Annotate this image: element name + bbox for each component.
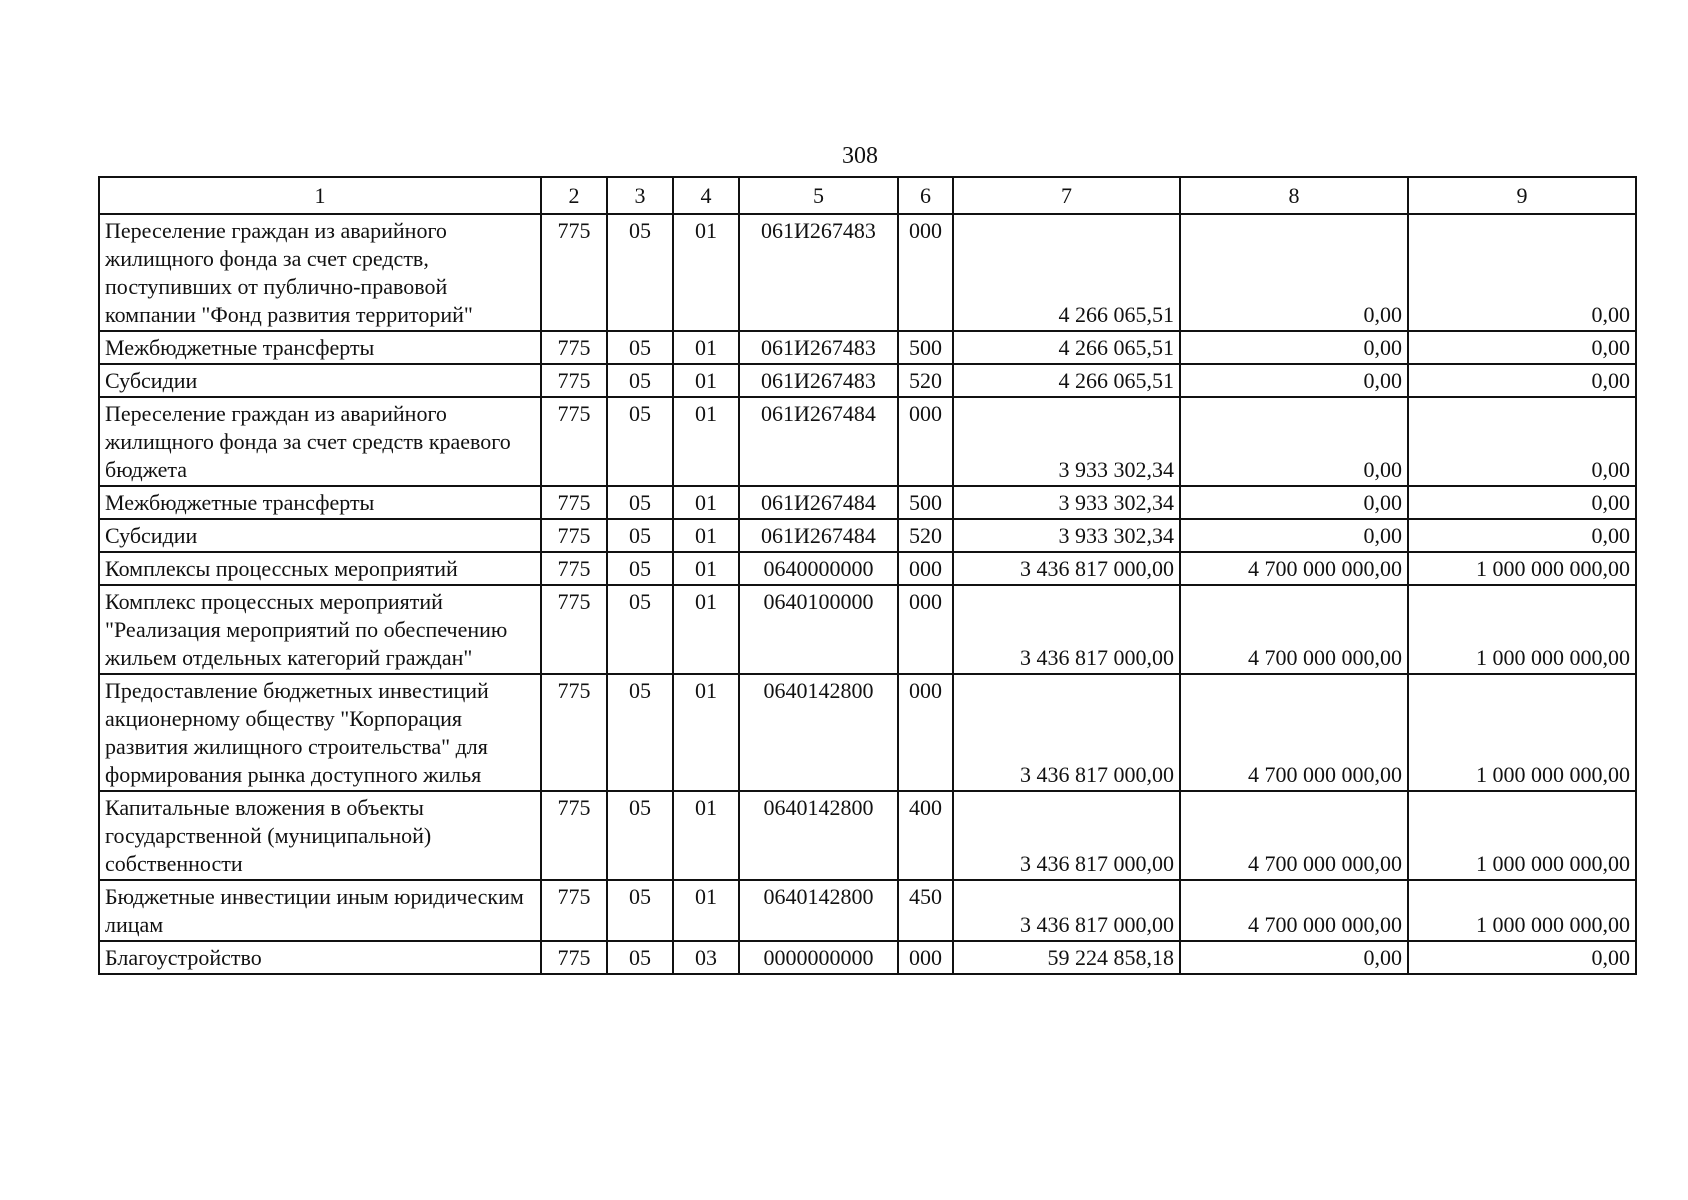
code-expense-type: 450 [898, 880, 953, 941]
row-name: Переселение граждан из аварийного жилищного фонда за счет средств, поступивших от публично-правовой компании "Фонд развития территорий" [99, 214, 541, 331]
code-subsection: 01 [673, 585, 739, 674]
table-row [99, 880, 1636, 941]
code-subsection: 01 [673, 791, 739, 880]
amount-col7: 3 933 302,34 [953, 486, 1180, 519]
amount-col8: 0,00 [1180, 364, 1408, 397]
code-section: 05 [607, 791, 673, 880]
code-target-article: 0000000000 [739, 941, 898, 974]
column-header: 8 [1180, 177, 1408, 214]
table-row [99, 674, 1636, 791]
amount-col9: 0,00 [1408, 486, 1636, 519]
amount-col7: 3 436 817 000,00 [953, 585, 1180, 674]
row-name: Бюджетные инвестиции иным юридическим лицам [99, 880, 541, 941]
amount-col9: 0,00 [1408, 364, 1636, 397]
code-section: 05 [607, 941, 673, 974]
row-name: Предоставление бюджетных инвестиций акционерному обществу "Корпорация развития жилищного строительства" для формирования рынка доступного жилья [99, 674, 541, 791]
code-admin: 775 [541, 791, 607, 880]
row-name: Благоустройство [99, 941, 541, 974]
amount-col8: 0,00 [1180, 941, 1408, 974]
amount-col7: 59 224 858,18 [953, 941, 1180, 974]
table-row [99, 331, 1636, 364]
amount-col9: 1 000 000 000,00 [1408, 585, 1636, 674]
code-section: 05 [607, 331, 673, 364]
code-section: 05 [607, 880, 673, 941]
amount-col7: 3 933 302,34 [953, 519, 1180, 552]
code-admin: 775 [541, 674, 607, 791]
amount-col7: 3 436 817 000,00 [953, 552, 1180, 585]
amount-col7: 3 436 817 000,00 [953, 880, 1180, 941]
code-section: 05 [607, 552, 673, 585]
code-admin: 775 [541, 397, 607, 486]
table-row [99, 941, 1636, 974]
amount-col7: 4 266 065,51 [953, 331, 1180, 364]
code-section: 05 [607, 674, 673, 791]
code-expense-type: 520 [898, 519, 953, 552]
code-admin: 775 [541, 585, 607, 674]
column-number-row [99, 177, 1636, 214]
row-name: Субсидии [99, 364, 541, 397]
row-name: Переселение граждан из аварийного жилищного фонда за счет средств краевого бюджета [99, 397, 541, 486]
code-expense-type: 000 [898, 674, 953, 791]
table-row [99, 585, 1636, 674]
code-expense-type: 000 [898, 214, 953, 331]
column-header: 7 [953, 177, 1180, 214]
table-row [99, 397, 1636, 486]
amount-col8: 4 700 000 000,00 [1180, 880, 1408, 941]
table-row [99, 364, 1636, 397]
code-subsection: 01 [673, 519, 739, 552]
table-row [99, 552, 1636, 585]
code-admin: 775 [541, 486, 607, 519]
code-expense-type: 000 [898, 585, 953, 674]
row-name: Капитальные вложения в объекты государственной (муниципальной) собственности [99, 791, 541, 880]
amount-col7: 4 266 065,51 [953, 214, 1180, 331]
amount-col8: 0,00 [1180, 214, 1408, 331]
amount-col9: 0,00 [1408, 214, 1636, 331]
amount-col9: 1 000 000 000,00 [1408, 880, 1636, 941]
column-header: 3 [607, 177, 673, 214]
code-expense-type: 400 [898, 791, 953, 880]
code-section: 05 [607, 585, 673, 674]
amount-col9: 0,00 [1408, 941, 1636, 974]
column-header: 4 [673, 177, 739, 214]
code-admin: 775 [541, 519, 607, 552]
table-row [99, 519, 1636, 552]
code-target-article: 0640142800 [739, 791, 898, 880]
amount-col9: 0,00 [1408, 519, 1636, 552]
amount-col7: 3 436 817 000,00 [953, 674, 1180, 791]
amount-col9: 1 000 000 000,00 [1408, 674, 1636, 791]
amount-col9: 0,00 [1408, 397, 1636, 486]
code-subsection: 01 [673, 880, 739, 941]
table-row [99, 214, 1636, 331]
amount-col8: 4 700 000 000,00 [1180, 552, 1408, 585]
amount-col8: 4 700 000 000,00 [1180, 585, 1408, 674]
code-target-article: 061И267483 [739, 214, 898, 331]
page-number: 308 [842, 143, 878, 169]
code-section: 05 [607, 397, 673, 486]
amount-col8: 0,00 [1180, 519, 1408, 552]
budget-table [98, 176, 1637, 975]
code-subsection: 01 [673, 397, 739, 486]
code-expense-type: 000 [898, 552, 953, 585]
code-admin: 775 [541, 364, 607, 397]
code-subsection: 01 [673, 214, 739, 331]
amount-col7: 4 266 065,51 [953, 364, 1180, 397]
code-admin: 775 [541, 552, 607, 585]
table-row [99, 486, 1636, 519]
amount-col8: 0,00 [1180, 397, 1408, 486]
code-admin: 775 [541, 880, 607, 941]
code-expense-type: 000 [898, 397, 953, 486]
amount-col8: 0,00 [1180, 486, 1408, 519]
code-subsection: 01 [673, 552, 739, 585]
code-target-article: 061И267483 [739, 364, 898, 397]
amount-col8: 0,00 [1180, 331, 1408, 364]
row-name: Межбюджетные трансферты [99, 486, 541, 519]
amount-col8: 4 700 000 000,00 [1180, 674, 1408, 791]
row-name: Межбюджетные трансферты [99, 331, 541, 364]
code-expense-type: 500 [898, 486, 953, 519]
code-section: 05 [607, 486, 673, 519]
code-section: 05 [607, 364, 673, 397]
column-header: 1 [99, 177, 541, 214]
amount-col9: 1 000 000 000,00 [1408, 552, 1636, 585]
code-subsection: 01 [673, 674, 739, 791]
code-admin: 775 [541, 331, 607, 364]
amount-col9: 0,00 [1408, 331, 1636, 364]
amount-col8: 4 700 000 000,00 [1180, 791, 1408, 880]
table-body [99, 214, 1636, 974]
column-header: 9 [1408, 177, 1636, 214]
code-target-article: 0640142800 [739, 674, 898, 791]
code-subsection: 01 [673, 486, 739, 519]
code-target-article: 061И267484 [739, 486, 898, 519]
column-header: 6 [898, 177, 953, 214]
code-target-article: 061И267483 [739, 331, 898, 364]
code-target-article: 0640000000 [739, 552, 898, 585]
code-target-article: 0640100000 [739, 585, 898, 674]
code-section: 05 [607, 519, 673, 552]
code-expense-type: 520 [898, 364, 953, 397]
column-header: 2 [541, 177, 607, 214]
amount-col7: 3 933 302,34 [953, 397, 1180, 486]
column-header: 5 [739, 177, 898, 214]
code-subsection: 03 [673, 941, 739, 974]
amount-col7: 3 436 817 000,00 [953, 791, 1180, 880]
code-target-article: 061И267484 [739, 397, 898, 486]
code-target-article: 0640142800 [739, 880, 898, 941]
code-expense-type: 000 [898, 941, 953, 974]
code-admin: 775 [541, 214, 607, 331]
code-subsection: 01 [673, 364, 739, 397]
row-name: Комплексы процессных мероприятий [99, 552, 541, 585]
amount-col9: 1 000 000 000,00 [1408, 791, 1636, 880]
code-section: 05 [607, 214, 673, 331]
table-row [99, 791, 1636, 880]
row-name: Субсидии [99, 519, 541, 552]
code-expense-type: 500 [898, 331, 953, 364]
code-admin: 775 [541, 941, 607, 974]
code-subsection: 01 [673, 331, 739, 364]
code-target-article: 061И267484 [739, 519, 898, 552]
row-name: Комплекс процессных мероприятий "Реализация мероприятий по обеспечению жильем отдельных категорий граждан" [99, 585, 541, 674]
